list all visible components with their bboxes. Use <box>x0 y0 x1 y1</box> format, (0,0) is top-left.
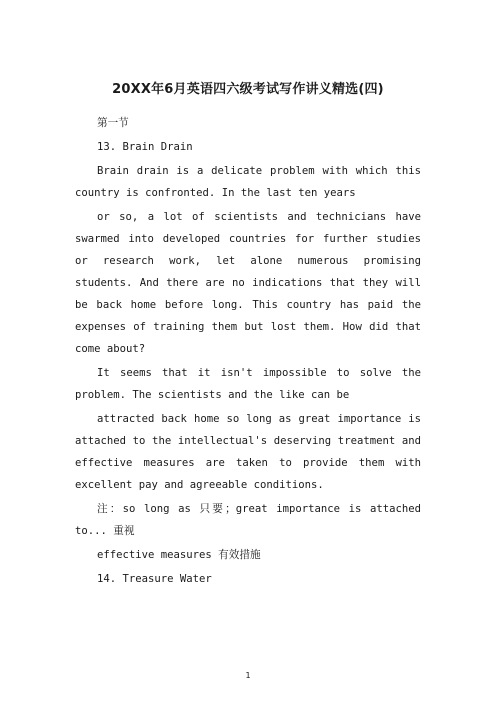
topic-heading: 14. Treasure Water <box>97 573 212 585</box>
body-paragraph: Brain drain is a delicate problem with which this country is confronted. In the last ten years <box>75 165 421 199</box>
body-paragraph: attracted back home so long as great importance is attached to the intellectual's deserving treatment and effective measures are taken to provide them with excellent pay and agreeable conditions. <box>75 413 421 491</box>
section-heading: 第一节 <box>97 117 129 129</box>
body-paragraph: It seems that it isn't impossible to solve the problem. The scientists and the like can be <box>75 367 421 401</box>
document-body <box>75 112 421 592</box>
document-title: 20XX年6月英语四六级考试写作讲义精选(四) <box>112 82 384 97</box>
note-paragraph: 注：so long as 只要；great importance is attached to... 重视 <box>75 503 421 537</box>
body-paragraph: or so, a lot of scientists and technicians have swarmed into developed countries for further studies or research work, let alone numerous promising students. And there are no indications that they will be back home before long. This country has paid the expenses of training them but lost them. How did that come about? <box>75 211 421 355</box>
note-paragraph: effective measures 有效措施 <box>97 549 261 561</box>
page-number: 1 <box>245 671 251 680</box>
topic-heading: 13. Brain Drain <box>97 141 193 153</box>
